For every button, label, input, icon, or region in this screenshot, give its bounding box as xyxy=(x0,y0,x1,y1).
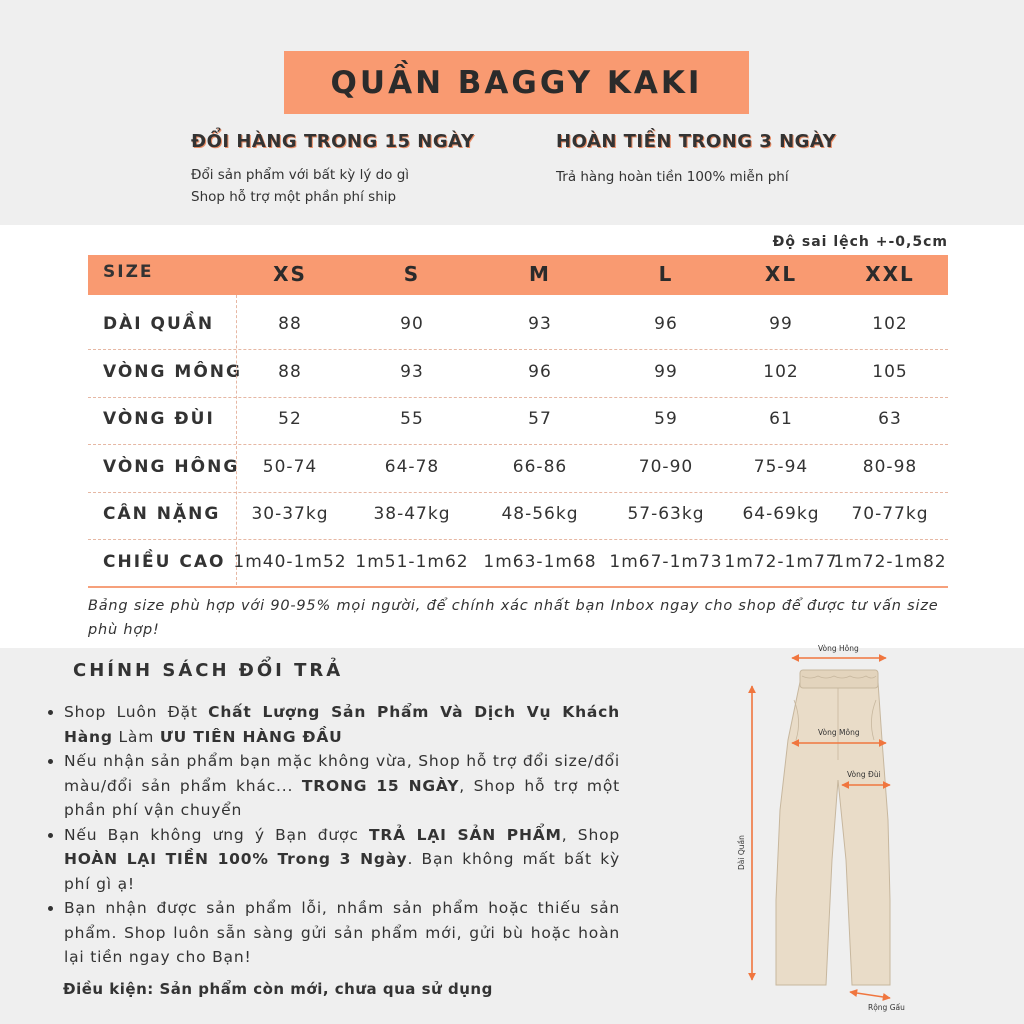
label-hem: Rộng Gấu xyxy=(868,1003,905,1012)
policy-emphasis: ƯU TIÊN HÀNG ĐẦU xyxy=(159,727,343,746)
header-size-xs: XS xyxy=(273,262,307,286)
table-cell: 57-63kg xyxy=(627,504,705,524)
tolerance-note: Độ sai lệch +-0,5cm xyxy=(772,234,948,250)
table-cell: 1m72-1m82 xyxy=(833,552,947,572)
table-cell: 30-37kg xyxy=(251,504,329,524)
policy-text: , Shop xyxy=(561,825,620,844)
size-note: Bảng size phù hợp với 90-95% mọi người, để chính xác nhất bạn Inbox ngay cho shop để được tư vấn size phù hợp! xyxy=(88,598,939,638)
table-cell: 99 xyxy=(769,314,793,334)
policy-emphasis: TRONG 15 NGÀY xyxy=(301,776,460,795)
label-butt: Vòng Mông xyxy=(818,728,860,737)
table-cell: 64-69kg xyxy=(742,504,820,524)
policy-text: . Bạn không mất bất kỳ phí gì ạ! xyxy=(64,850,620,893)
row-label: CHIỀU CAO xyxy=(103,552,226,572)
promo-refund-heading: HOÀN TIỀN TRONG 3 NGÀY xyxy=(556,131,837,152)
table-cell: 1m51-1m62 xyxy=(355,552,469,572)
table-cell: 48-56kg xyxy=(501,504,579,524)
label-thigh: Vòng Đùi xyxy=(847,770,881,779)
table-cell: 64-78 xyxy=(384,457,440,477)
policy-emphasis: TRẢ LẠI SẢN PHẨM xyxy=(368,825,562,844)
policy-emphasis: HOÀN LẠI TIỀN 100% Trong 3 Ngày xyxy=(64,850,408,868)
row-label: VÒNG MÔNG xyxy=(103,362,242,382)
table-cell: 93 xyxy=(400,362,424,382)
table-cell: 1m67-1m73 xyxy=(609,552,723,572)
policy-text: Làm xyxy=(112,727,160,746)
table-cell: 52 xyxy=(278,409,302,429)
row-label: VÒNG ĐÙI xyxy=(103,409,215,429)
table-cell: 75-94 xyxy=(753,457,809,477)
table-cell: 70-90 xyxy=(638,457,694,477)
table-cell: 90 xyxy=(400,314,424,334)
table-cell: 59 xyxy=(654,409,678,429)
table-cell: 61 xyxy=(769,409,793,429)
promo-line: Trả hàng hoàn tiền 100% miễn phí xyxy=(556,169,789,185)
policy-list xyxy=(46,700,620,970)
row-divider xyxy=(88,397,948,398)
promo-exchange-text xyxy=(191,164,409,208)
policy-item xyxy=(64,749,620,823)
pants-illustration xyxy=(776,670,890,985)
row-divider xyxy=(88,444,948,445)
table-cell: 63 xyxy=(878,409,902,429)
policy-title: CHÍNH SÁCH ĐỔI TRẢ xyxy=(73,660,344,681)
promo-line: Đổi sản phẩm với bất kỳ lý do gì xyxy=(191,167,410,183)
row-divider xyxy=(88,539,948,540)
table-cell: 96 xyxy=(528,362,552,382)
table-cell: 88 xyxy=(278,362,302,382)
table-bottom-border xyxy=(88,586,948,588)
header-size-xxl: XXL xyxy=(865,262,915,286)
table-cell: 38-47kg xyxy=(373,504,451,524)
header-size-s: S xyxy=(403,262,421,286)
table-cell: 1m63-1m68 xyxy=(483,552,597,572)
row-label: CÂN NẶNG xyxy=(103,504,221,524)
table-cell: 96 xyxy=(654,314,678,334)
table-cell: 50-74 xyxy=(262,457,318,477)
table-cell: 99 xyxy=(654,362,678,382)
header-size-label: SIZE xyxy=(103,262,154,282)
table-cell: 1m40-1m52 xyxy=(233,552,347,572)
pants-diagram xyxy=(730,640,1020,1024)
policy-text: Bạn nhận được sản phẩm lỗi, nhầm sản phẩm hoặc thiếu sản phẩm. Shop luôn sẵn sàng gửi sản phẩm mới, gửi bù hoặc hoàn lại tiền ngay cho Bạn! xyxy=(64,899,620,966)
label-hip: Vòng Hông xyxy=(818,644,859,653)
title-banner xyxy=(284,51,749,114)
promo-exchange-heading: ĐỔI HÀNG TRONG 15 NGÀY xyxy=(191,131,475,152)
policy-item xyxy=(64,896,620,970)
policy-text: Nếu Bạn không ưng ý Bạn được xyxy=(64,825,369,844)
policy-text: Shop Luôn Đặt xyxy=(64,703,209,721)
policy-item xyxy=(64,700,620,749)
policy-text: Nếu nhận sản phẩm bạn mặc không vừa, Shop hỗ trợ đổi size/đổi màu/đổi sản phẩm khác... xyxy=(64,752,620,795)
policy-text: , Shop hỗ trợ một phần phí vận chuyển xyxy=(64,776,620,819)
label-length: Dài Quần xyxy=(737,835,746,870)
row-divider xyxy=(88,492,948,493)
policy-emphasis: Chất Lượng Sản Phẩm Và Dịch Vụ Khách Hàng xyxy=(64,703,620,746)
table-cell: 55 xyxy=(400,409,424,429)
promo-line: Shop hỗ trợ một phần phí ship xyxy=(191,189,397,205)
table-cell: 105 xyxy=(872,362,908,382)
table-cell: 102 xyxy=(763,362,799,382)
table-cell: 80-98 xyxy=(862,457,918,477)
row-label: VÒNG HÔNG xyxy=(103,457,240,477)
page-title: QUẦN BAGGY KAKI xyxy=(330,64,703,101)
row-label: DÀI QUẦN xyxy=(103,314,215,334)
table-cell: 93 xyxy=(528,314,552,334)
table-cell: 66-86 xyxy=(512,457,568,477)
promo-refund-text xyxy=(556,166,789,188)
table-cell: 88 xyxy=(278,314,302,334)
policy-item xyxy=(64,823,620,897)
header-size-l: L xyxy=(658,262,674,286)
row-divider xyxy=(88,349,948,350)
header-size-m: M xyxy=(529,262,551,286)
policy-condition: Điều kiện: Sản phẩm còn mới, chưa qua sử dụng xyxy=(63,980,493,998)
table-column-divider xyxy=(236,295,237,585)
header-size-xl: XL xyxy=(764,262,798,286)
table-cell: 1m72-1m77 xyxy=(724,552,838,572)
table-cell: 57 xyxy=(528,409,552,429)
table-cell: 102 xyxy=(872,314,908,334)
table-cell: 70-77kg xyxy=(851,504,929,524)
